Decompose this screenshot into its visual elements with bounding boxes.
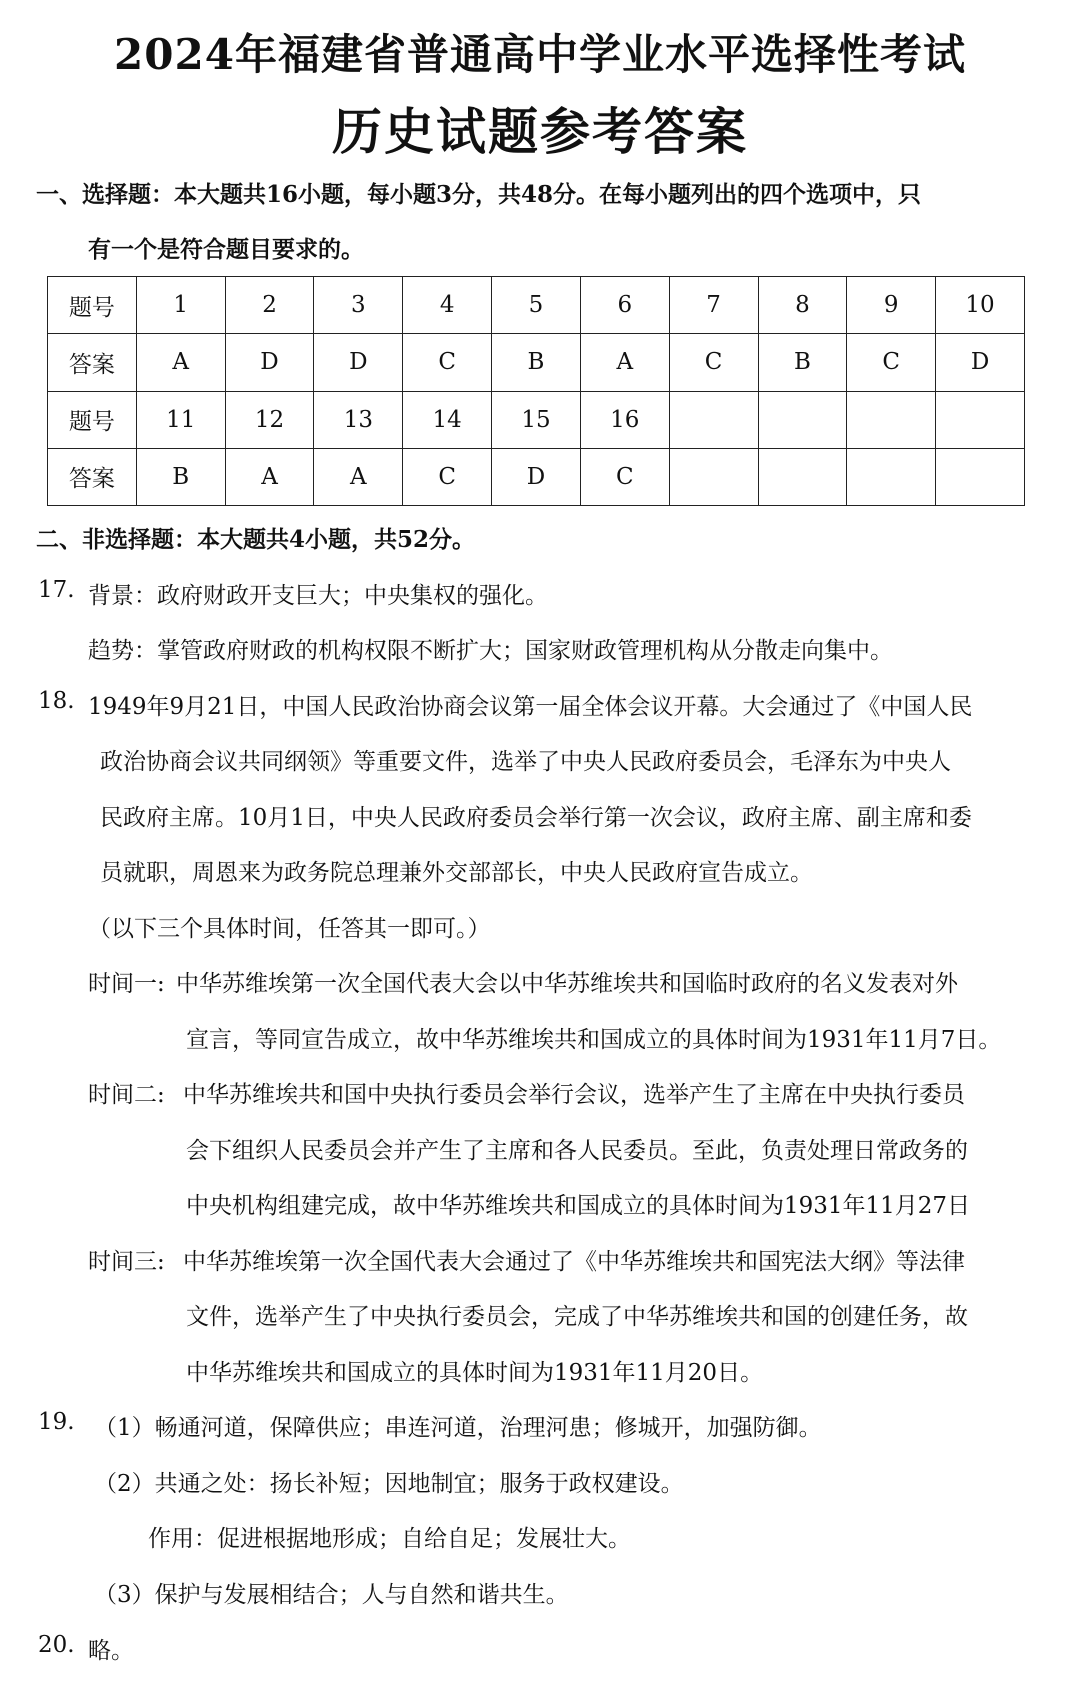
answer-table-cell: 6 [580, 277, 669, 334]
answer-table-row [48, 391, 1025, 448]
q18-line: 民政府主席。10月1日，中央人民政府委员会举行第一次会议，政府主席、副主席和委 [100, 805, 972, 831]
q19-part2-effect: 作用：促进根据地形成；自给自足；发展壮大。 [148, 1526, 631, 1552]
answer-table-row [48, 334, 1025, 391]
answer-table-cell [847, 391, 936, 448]
section1-heading: 一、选择题：本大题共16小题，每小题3分，共48分。在每小题列出的四个选项中，只 [36, 181, 922, 208]
answer-table-header-cell: 题号 [48, 277, 137, 334]
answer-table-cell: B [136, 448, 225, 505]
q18-note: （以下三个具体时间，任答其一即可。） [88, 916, 491, 942]
answer-table-cell: A [314, 448, 403, 505]
answer-table-cell: 1 [136, 277, 225, 334]
answer-table-cell: 2 [225, 277, 314, 334]
answer-table-cell: 9 [847, 277, 936, 334]
answer-table-cell: 10 [936, 277, 1025, 334]
q20-text: 略。 [88, 1638, 134, 1664]
q18-time1-line: 中华苏维埃第一次全国代表大会以中华苏维埃共和国临时政府的名义发表对外 [176, 971, 958, 997]
answer-table-cell: 3 [314, 277, 403, 334]
answer-table-header-cell: 题号 [48, 391, 137, 448]
q18-time1-line: 宣言，等同宣告成立，故中华苏维埃共和国成立的具体时间为1931年11月7日。 [186, 1027, 1002, 1053]
answer-table-cell: 15 [492, 391, 581, 448]
q18-number: 18. [38, 688, 75, 714]
answer-table-cell: 16 [580, 391, 669, 448]
document-subtitle: 历史试题参考答案 [332, 102, 748, 161]
q18-time2-line: 会下组织人民委员会并产生了主席和各人民委员。至此，负责处理日常政务的 [186, 1138, 968, 1164]
answer-table-cell: 11 [136, 391, 225, 448]
answer-table-cell: A [136, 334, 225, 391]
answer-table-cell [758, 448, 847, 505]
q18-line: 员就职，周恩来为政务院总理兼外交部部长，中央人民政府宣告成立。 [100, 860, 813, 886]
answer-table-cell [669, 391, 758, 448]
answer-table-cell: C [669, 334, 758, 391]
q17-number: 17. [38, 577, 75, 603]
q18-time2-line: 中央机构组建完成，故中华苏维埃共和国成立的具体时间为1931年11月27日 [186, 1193, 971, 1219]
answer-table-row [48, 277, 1025, 334]
q20-number: 20. [38, 1632, 75, 1658]
answer-table-cell: D [314, 334, 403, 391]
q18-time3-label: 时间三: [88, 1249, 165, 1275]
q18-time2-line: 中华苏维埃共和国中央执行委员会举行会议，选举产生了主席在中央执行委员 [183, 1082, 965, 1108]
q17-line: 背景：政府财政开支巨大；中央集权的强化。 [88, 583, 548, 609]
answer-table-cell [936, 391, 1025, 448]
answer-table-cell [758, 391, 847, 448]
answer-table-cell: 7 [669, 277, 758, 334]
answer-table-cell: 5 [492, 277, 581, 334]
q19-part1: （1）畅通河道，保障供应；串连河道，治理河患；修城开，加强防御。 [94, 1415, 822, 1441]
answer-table-cell: C [580, 448, 669, 505]
answer-table-header-cell: 答案 [48, 448, 137, 505]
answer-table-cell: B [492, 334, 581, 391]
answer-table-cell: D [936, 334, 1025, 391]
q18-line: 政治协商会议共同纲领》等重要文件，选举了中央人民政府委员会，毛泽东为中央人 [100, 749, 951, 775]
q18-time2-label: 时间二: [88, 1082, 165, 1108]
q17-line: 趋势：掌管政府财政的机构权限不断扩大；国家财政管理机构从分散走向集中。 [88, 638, 893, 664]
q18-time3-line: 文件，选举产生了中央执行委员会，完成了中华苏维埃共和国的创建任务，故 [186, 1304, 968, 1330]
answer-table-cell [669, 448, 758, 505]
q18-time3-line: 中华苏维埃第一次全国代表大会通过了《中华苏维埃共和国宪法大纲》等法律 [183, 1249, 965, 1275]
answer-table-cell: D [492, 448, 581, 505]
answer-table-cell: C [403, 448, 492, 505]
answer-table-row [48, 448, 1025, 505]
q18-time3-line: 中华苏维埃共和国成立的具体时间为1931年11月20日。 [186, 1360, 764, 1386]
q18-line: 1949年9月21日，中国人民政治协商会议第一届全体会议开幕。大会通过了《中国人民 [88, 694, 973, 720]
section1-heading-cont: 有一个是符合题目要求的。 [88, 236, 364, 263]
q19-part2: （2）共通之处：扬长补短；因地制宜；服务于政权建设。 [94, 1471, 684, 1497]
answer-table-cell: 8 [758, 277, 847, 334]
answer-table-cell: A [580, 334, 669, 391]
q19-part3: （3）保护与发展相结合；人与自然和谐共生。 [94, 1582, 569, 1608]
section2-heading: 二、非选择题：本大题共4小题，共52分。 [36, 526, 476, 553]
answer-table-cell [936, 448, 1025, 505]
answer-table-cell: C [403, 334, 492, 391]
answer-table-cell: 4 [403, 277, 492, 334]
answer-table-cell: 12 [225, 391, 314, 448]
answer-table-header-cell: 答案 [48, 334, 137, 391]
q18-time1-label: 时间一: [88, 971, 165, 997]
document-title: 2024年福建省普通高中学业水平选择性考试 [114, 30, 966, 79]
answer-table-cell: A [225, 448, 314, 505]
answer-table-cell: 13 [314, 391, 403, 448]
answer-table-cell [847, 448, 936, 505]
answer-table [47, 276, 1025, 506]
answer-table-cell: B [758, 334, 847, 391]
answer-table-cell: C [847, 334, 936, 391]
answer-table-cell: D [225, 334, 314, 391]
answer-table-cell: 14 [403, 391, 492, 448]
q19-number: 19. [38, 1409, 75, 1435]
